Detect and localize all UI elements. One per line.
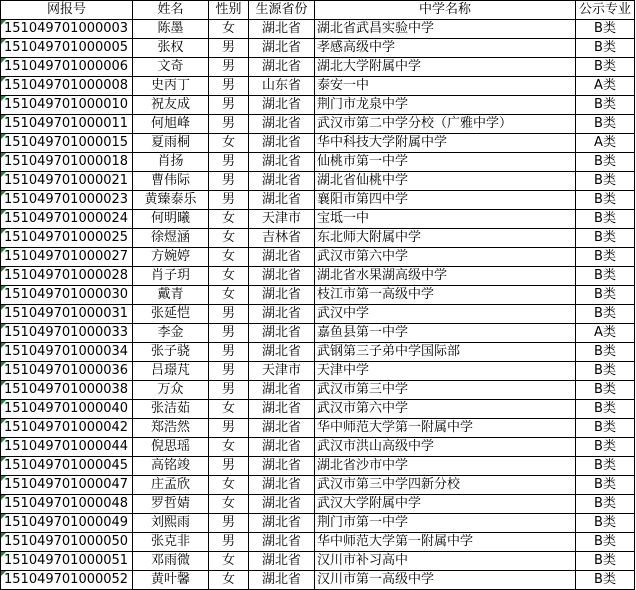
- registration-no-cell[interactable]: 151049701000044: [1, 438, 133, 457]
- gender-cell[interactable]: 女: [209, 552, 249, 571]
- gender-cell[interactable]: 女: [209, 400, 249, 419]
- name-cell[interactable]: 肖子玥: [133, 267, 209, 286]
- category-cell[interactable]: B类: [576, 20, 635, 39]
- province-cell[interactable]: 湖北省: [249, 400, 315, 419]
- province-cell[interactable]: 湖北省: [249, 267, 315, 286]
- name-cell[interactable]: 黄叶馨: [133, 571, 209, 590]
- table-row: [1, 514, 635, 533]
- table-row: [1, 457, 635, 476]
- gender-cell[interactable]: 女: [209, 248, 249, 267]
- name-cell[interactable]: 何明曦: [133, 210, 209, 229]
- province-cell[interactable]: 湖北省: [249, 476, 315, 495]
- province-cell[interactable]: 湖北省: [249, 343, 315, 362]
- header-province[interactable]: 生源省份: [249, 1, 315, 20]
- table-row: [1, 324, 635, 343]
- name-cell[interactable]: 张权: [133, 39, 209, 58]
- category-cell[interactable]: B类: [576, 476, 635, 495]
- school-cell[interactable]: 湖北省水果湖高级中学: [315, 267, 576, 286]
- province-cell[interactable]: 湖北省: [249, 286, 315, 305]
- category-cell[interactable]: B类: [576, 153, 635, 172]
- registration-no-cell[interactable]: 151049701000005: [1, 39, 133, 58]
- registration-no-cell[interactable]: 151049701000045: [1, 457, 133, 476]
- table-row: [1, 115, 635, 134]
- name-cell[interactable]: 庄孟欣: [133, 476, 209, 495]
- gender-cell[interactable]: 女: [209, 229, 249, 248]
- school-cell[interactable]: 湖北省武昌实验中学: [315, 20, 576, 39]
- category-cell[interactable]: A类: [576, 134, 635, 153]
- gender-cell[interactable]: 男: [209, 533, 249, 552]
- school-cell[interactable]: 襄阳市第四中学: [315, 191, 576, 210]
- school-cell[interactable]: 天津中学: [315, 362, 576, 381]
- school-cell[interactable]: 湖北省沙市中学: [315, 457, 576, 476]
- province-cell[interactable]: 湖北省: [249, 381, 315, 400]
- gender-cell[interactable]: 女: [209, 134, 249, 153]
- registration-no-cell[interactable]: 151049701000034: [1, 343, 133, 362]
- gender-cell[interactable]: 男: [209, 191, 249, 210]
- school-cell[interactable]: 武汉市第二中学分校（广雅中学）: [315, 115, 576, 134]
- registration-no-cell[interactable]: 151049701000024: [1, 210, 133, 229]
- gender-cell[interactable]: 女: [209, 476, 249, 495]
- table-row: [1, 172, 635, 191]
- province-cell[interactable]: 湖北省: [249, 134, 315, 153]
- table-row: [1, 305, 635, 324]
- registration-no-cell[interactable]: 151049701000040: [1, 400, 133, 419]
- school-cell[interactable]: 武汉市第三中学四新分校: [315, 476, 576, 495]
- header-gender[interactable]: 性别: [209, 1, 249, 20]
- gender-cell[interactable]: 男: [209, 58, 249, 77]
- name-cell[interactable]: 万众: [133, 381, 209, 400]
- registration-no-cell[interactable]: 151049701000027: [1, 248, 133, 267]
- registration-no-cell[interactable]: 151049701000011: [1, 115, 133, 134]
- school-cell[interactable]: 华中师范大学第一附属中学: [315, 419, 576, 438]
- province-cell[interactable]: 湖北省: [249, 153, 315, 172]
- header-category[interactable]: 公示专业: [576, 1, 635, 20]
- gender-cell[interactable]: 男: [209, 39, 249, 58]
- gender-cell[interactable]: 男: [209, 96, 249, 115]
- category-cell[interactable]: B类: [576, 286, 635, 305]
- name-cell[interactable]: 张克非: [133, 533, 209, 552]
- province-cell[interactable]: 湖北省: [249, 191, 315, 210]
- table-row: [1, 381, 635, 400]
- category-cell[interactable]: B类: [576, 381, 635, 400]
- name-cell[interactable]: 刘熙雨: [133, 514, 209, 533]
- province-cell[interactable]: 湖北省: [249, 457, 315, 476]
- gender-cell[interactable]: 男: [209, 362, 249, 381]
- school-cell[interactable]: 武汉市第六中学: [315, 400, 576, 419]
- category-cell[interactable]: A类: [576, 77, 635, 96]
- school-cell[interactable]: 湖北省仙桃中学: [315, 172, 576, 191]
- registration-no-cell[interactable]: 151049701000031: [1, 305, 133, 324]
- province-cell[interactable]: 湖北省: [249, 438, 315, 457]
- name-cell[interactable]: 高铭竣: [133, 457, 209, 476]
- school-cell[interactable]: 荆门市第一中学: [315, 514, 576, 533]
- registration-no-cell[interactable]: 151049701000028: [1, 267, 133, 286]
- name-cell[interactable]: 史丙丁: [133, 77, 209, 96]
- category-cell[interactable]: B类: [576, 210, 635, 229]
- category-cell[interactable]: B类: [576, 39, 635, 58]
- category-cell[interactable]: B类: [576, 571, 635, 590]
- table-row: [1, 229, 635, 248]
- name-cell[interactable]: 李金: [133, 324, 209, 343]
- gender-cell[interactable]: 男: [209, 172, 249, 191]
- name-cell[interactable]: 何旭峰: [133, 115, 209, 134]
- school-cell[interactable]: 汉川市补习高中: [315, 552, 576, 571]
- province-cell[interactable]: 湖北省: [249, 39, 315, 58]
- school-cell[interactable]: 武汉市洪山高级中学: [315, 438, 576, 457]
- province-cell[interactable]: 湖北省: [249, 419, 315, 438]
- header-name[interactable]: 姓名: [133, 1, 209, 20]
- gender-cell[interactable]: 男: [209, 343, 249, 362]
- school-cell[interactable]: 武钢第三子弟中学国际部: [315, 343, 576, 362]
- table-row: [1, 77, 635, 96]
- category-cell[interactable]: B类: [576, 191, 635, 210]
- table-row: [1, 362, 635, 381]
- category-cell[interactable]: B类: [576, 514, 635, 533]
- registration-no-cell[interactable]: 151049701000006: [1, 58, 133, 77]
- table-row: [1, 533, 635, 552]
- category-cell[interactable]: B类: [576, 495, 635, 514]
- school-cell[interactable]: 武汉市第三中学: [315, 381, 576, 400]
- name-cell[interactable]: 黄臻泰乐: [133, 191, 209, 210]
- registration-no-cell[interactable]: 151049701000015: [1, 134, 133, 153]
- school-cell[interactable]: 嘉鱼县第一中学: [315, 324, 576, 343]
- category-cell[interactable]: B类: [576, 115, 635, 134]
- registration-no-cell[interactable]: 151049701000023: [1, 191, 133, 210]
- registration-no-cell[interactable]: 151049701000008: [1, 77, 133, 96]
- table-row: [1, 267, 635, 286]
- registration-no-cell[interactable]: 151049701000010: [1, 96, 133, 115]
- province-cell[interactable]: 湖北省: [249, 305, 315, 324]
- category-cell[interactable]: B类: [576, 533, 635, 552]
- school-cell[interactable]: 华中师范大学第一附属中学: [315, 533, 576, 552]
- gender-cell[interactable]: 女: [209, 571, 249, 590]
- province-cell[interactable]: 湖北省: [249, 172, 315, 191]
- name-cell[interactable]: 邓雨微: [133, 552, 209, 571]
- table-row: [1, 210, 635, 229]
- province-cell[interactable]: 湖北省: [249, 115, 315, 134]
- school-cell[interactable]: 东北师大附属中学: [315, 229, 576, 248]
- table-row: [1, 134, 635, 153]
- table-row: [1, 400, 635, 419]
- school-cell[interactable]: 枝江市第一高级中学: [315, 286, 576, 305]
- name-cell[interactable]: 方婉婷: [133, 248, 209, 267]
- table-row: [1, 20, 635, 39]
- name-cell[interactable]: 戴青: [133, 286, 209, 305]
- province-cell[interactable]: 山东省: [249, 77, 315, 96]
- table-row: [1, 343, 635, 362]
- registration-no-cell[interactable]: 151049701000047: [1, 476, 133, 495]
- category-cell[interactable]: B类: [576, 552, 635, 571]
- gender-cell[interactable]: 女: [209, 495, 249, 514]
- province-cell[interactable]: 天津市: [249, 210, 315, 229]
- gender-cell[interactable]: 男: [209, 305, 249, 324]
- registration-no-cell[interactable]: 151049701000052: [1, 571, 133, 590]
- category-cell[interactable]: B类: [576, 419, 635, 438]
- gender-cell[interactable]: 女: [209, 438, 249, 457]
- school-cell[interactable]: 孝感高级中学: [315, 39, 576, 58]
- gender-cell[interactable]: 女: [209, 286, 249, 305]
- table-row: [1, 438, 635, 457]
- category-cell[interactable]: A类: [576, 324, 635, 343]
- name-cell[interactable]: 肖扬: [133, 153, 209, 172]
- table-row: [1, 419, 635, 438]
- province-cell[interactable]: 湖北省: [249, 58, 315, 77]
- province-cell[interactable]: 湖北省: [249, 514, 315, 533]
- category-cell[interactable]: B类: [576, 267, 635, 286]
- school-cell[interactable]: 武汉中学: [315, 305, 576, 324]
- school-cell[interactable]: 武汉大学附属中学: [315, 495, 576, 514]
- header-row: [1, 1, 635, 20]
- school-cell[interactable]: 荆门市龙泉中学: [315, 96, 576, 115]
- school-cell[interactable]: 汉川市第一高级中学: [315, 571, 576, 590]
- gender-cell[interactable]: 男: [209, 419, 249, 438]
- category-cell[interactable]: B类: [576, 400, 635, 419]
- registration-no-cell[interactable]: 151049701000038: [1, 381, 133, 400]
- province-cell[interactable]: 湖北省: [249, 495, 315, 514]
- name-cell[interactable]: 张子骁: [133, 343, 209, 362]
- name-cell[interactable]: 文奇: [133, 58, 209, 77]
- category-cell[interactable]: B类: [576, 438, 635, 457]
- category-cell[interactable]: B类: [576, 248, 635, 267]
- province-cell[interactable]: 天津市: [249, 362, 315, 381]
- province-cell[interactable]: 湖北省: [249, 552, 315, 571]
- registration-no-cell[interactable]: 151049701000021: [1, 172, 133, 191]
- school-cell[interactable]: 湖北大学附属中学: [315, 58, 576, 77]
- table-row: [1, 191, 635, 210]
- category-cell[interactable]: B类: [576, 96, 635, 115]
- name-cell[interactable]: 倪思瑶: [133, 438, 209, 457]
- province-cell[interactable]: 吉林省: [249, 229, 315, 248]
- gender-cell[interactable]: 男: [209, 381, 249, 400]
- name-cell[interactable]: 陈墨: [133, 20, 209, 39]
- table-row: [1, 153, 635, 172]
- table-row: [1, 39, 635, 58]
- registration-no-cell[interactable]: 151049701000018: [1, 153, 133, 172]
- gender-cell[interactable]: 女: [209, 210, 249, 229]
- registration-no-cell[interactable]: 151049701000048: [1, 495, 133, 514]
- table-row: [1, 58, 635, 77]
- table-row: [1, 248, 635, 267]
- table-row: [1, 571, 635, 590]
- table-row: [1, 476, 635, 495]
- gender-cell[interactable]: 男: [209, 115, 249, 134]
- province-cell[interactable]: 湖北省: [249, 533, 315, 552]
- table-row: [1, 495, 635, 514]
- registration-no-cell[interactable]: 151049701000025: [1, 229, 133, 248]
- gender-cell[interactable]: 男: [209, 153, 249, 172]
- registration-no-cell[interactable]: 151049701000036: [1, 362, 133, 381]
- school-cell[interactable]: 华中科技大学附属中学: [315, 134, 576, 153]
- table-row: [1, 96, 635, 115]
- province-cell[interactable]: 湖北省: [249, 96, 315, 115]
- name-cell[interactable]: 祝友成: [133, 96, 209, 115]
- registration-no-cell[interactable]: 151049701000042: [1, 419, 133, 438]
- school-cell[interactable]: 仙桃市第一中学: [315, 153, 576, 172]
- registration-no-cell[interactable]: 151049701000030: [1, 286, 133, 305]
- name-cell[interactable]: 张延恺: [133, 305, 209, 324]
- province-cell[interactable]: 湖北省: [249, 20, 315, 39]
- school-cell[interactable]: 宝坻一中: [315, 210, 576, 229]
- school-cell[interactable]: 武汉市第六中学: [315, 248, 576, 267]
- gender-cell[interactable]: 男: [209, 77, 249, 96]
- category-cell[interactable]: B类: [576, 58, 635, 77]
- name-cell[interactable]: 吕璟芃: [133, 362, 209, 381]
- registration-no-cell[interactable]: 151049701000050: [1, 533, 133, 552]
- table-row: [1, 552, 635, 571]
- name-cell[interactable]: 郑浩然: [133, 419, 209, 438]
- header-school[interactable]: 中学名称: [315, 1, 576, 20]
- category-cell[interactable]: B类: [576, 229, 635, 248]
- table-row: [1, 286, 635, 305]
- category-cell[interactable]: B类: [576, 172, 635, 191]
- name-cell[interactable]: 曹伟际: [133, 172, 209, 191]
- header-registration-no[interactable]: 网报号: [1, 1, 133, 20]
- gender-cell[interactable]: 男: [209, 457, 249, 476]
- name-cell[interactable]: 罗哲婧: [133, 495, 209, 514]
- province-cell[interactable]: 湖北省: [249, 248, 315, 267]
- school-cell[interactable]: 泰安一中: [315, 77, 576, 96]
- province-cell[interactable]: 湖北省: [249, 324, 315, 343]
- category-cell[interactable]: B类: [576, 362, 635, 381]
- registration-no-cell[interactable]: 151049701000003: [1, 20, 133, 39]
- gender-cell[interactable]: 女: [209, 267, 249, 286]
- registration-no-cell[interactable]: 151049701000049: [1, 514, 133, 533]
- registration-no-cell[interactable]: 151049701000033: [1, 324, 133, 343]
- gender-cell[interactable]: 男: [209, 514, 249, 533]
- name-cell[interactable]: 徐煜涵: [133, 229, 209, 248]
- province-cell[interactable]: 湖北省: [249, 571, 315, 590]
- category-cell[interactable]: B类: [576, 457, 635, 476]
- registration-no-cell[interactable]: 151049701000051: [1, 552, 133, 571]
- name-cell[interactable]: 张洁茹: [133, 400, 209, 419]
- name-cell[interactable]: 夏雨桐: [133, 134, 209, 153]
- category-cell[interactable]: B类: [576, 343, 635, 362]
- gender-cell[interactable]: 女: [209, 20, 249, 39]
- category-cell[interactable]: B类: [576, 305, 635, 324]
- gender-cell[interactable]: 男: [209, 324, 249, 343]
